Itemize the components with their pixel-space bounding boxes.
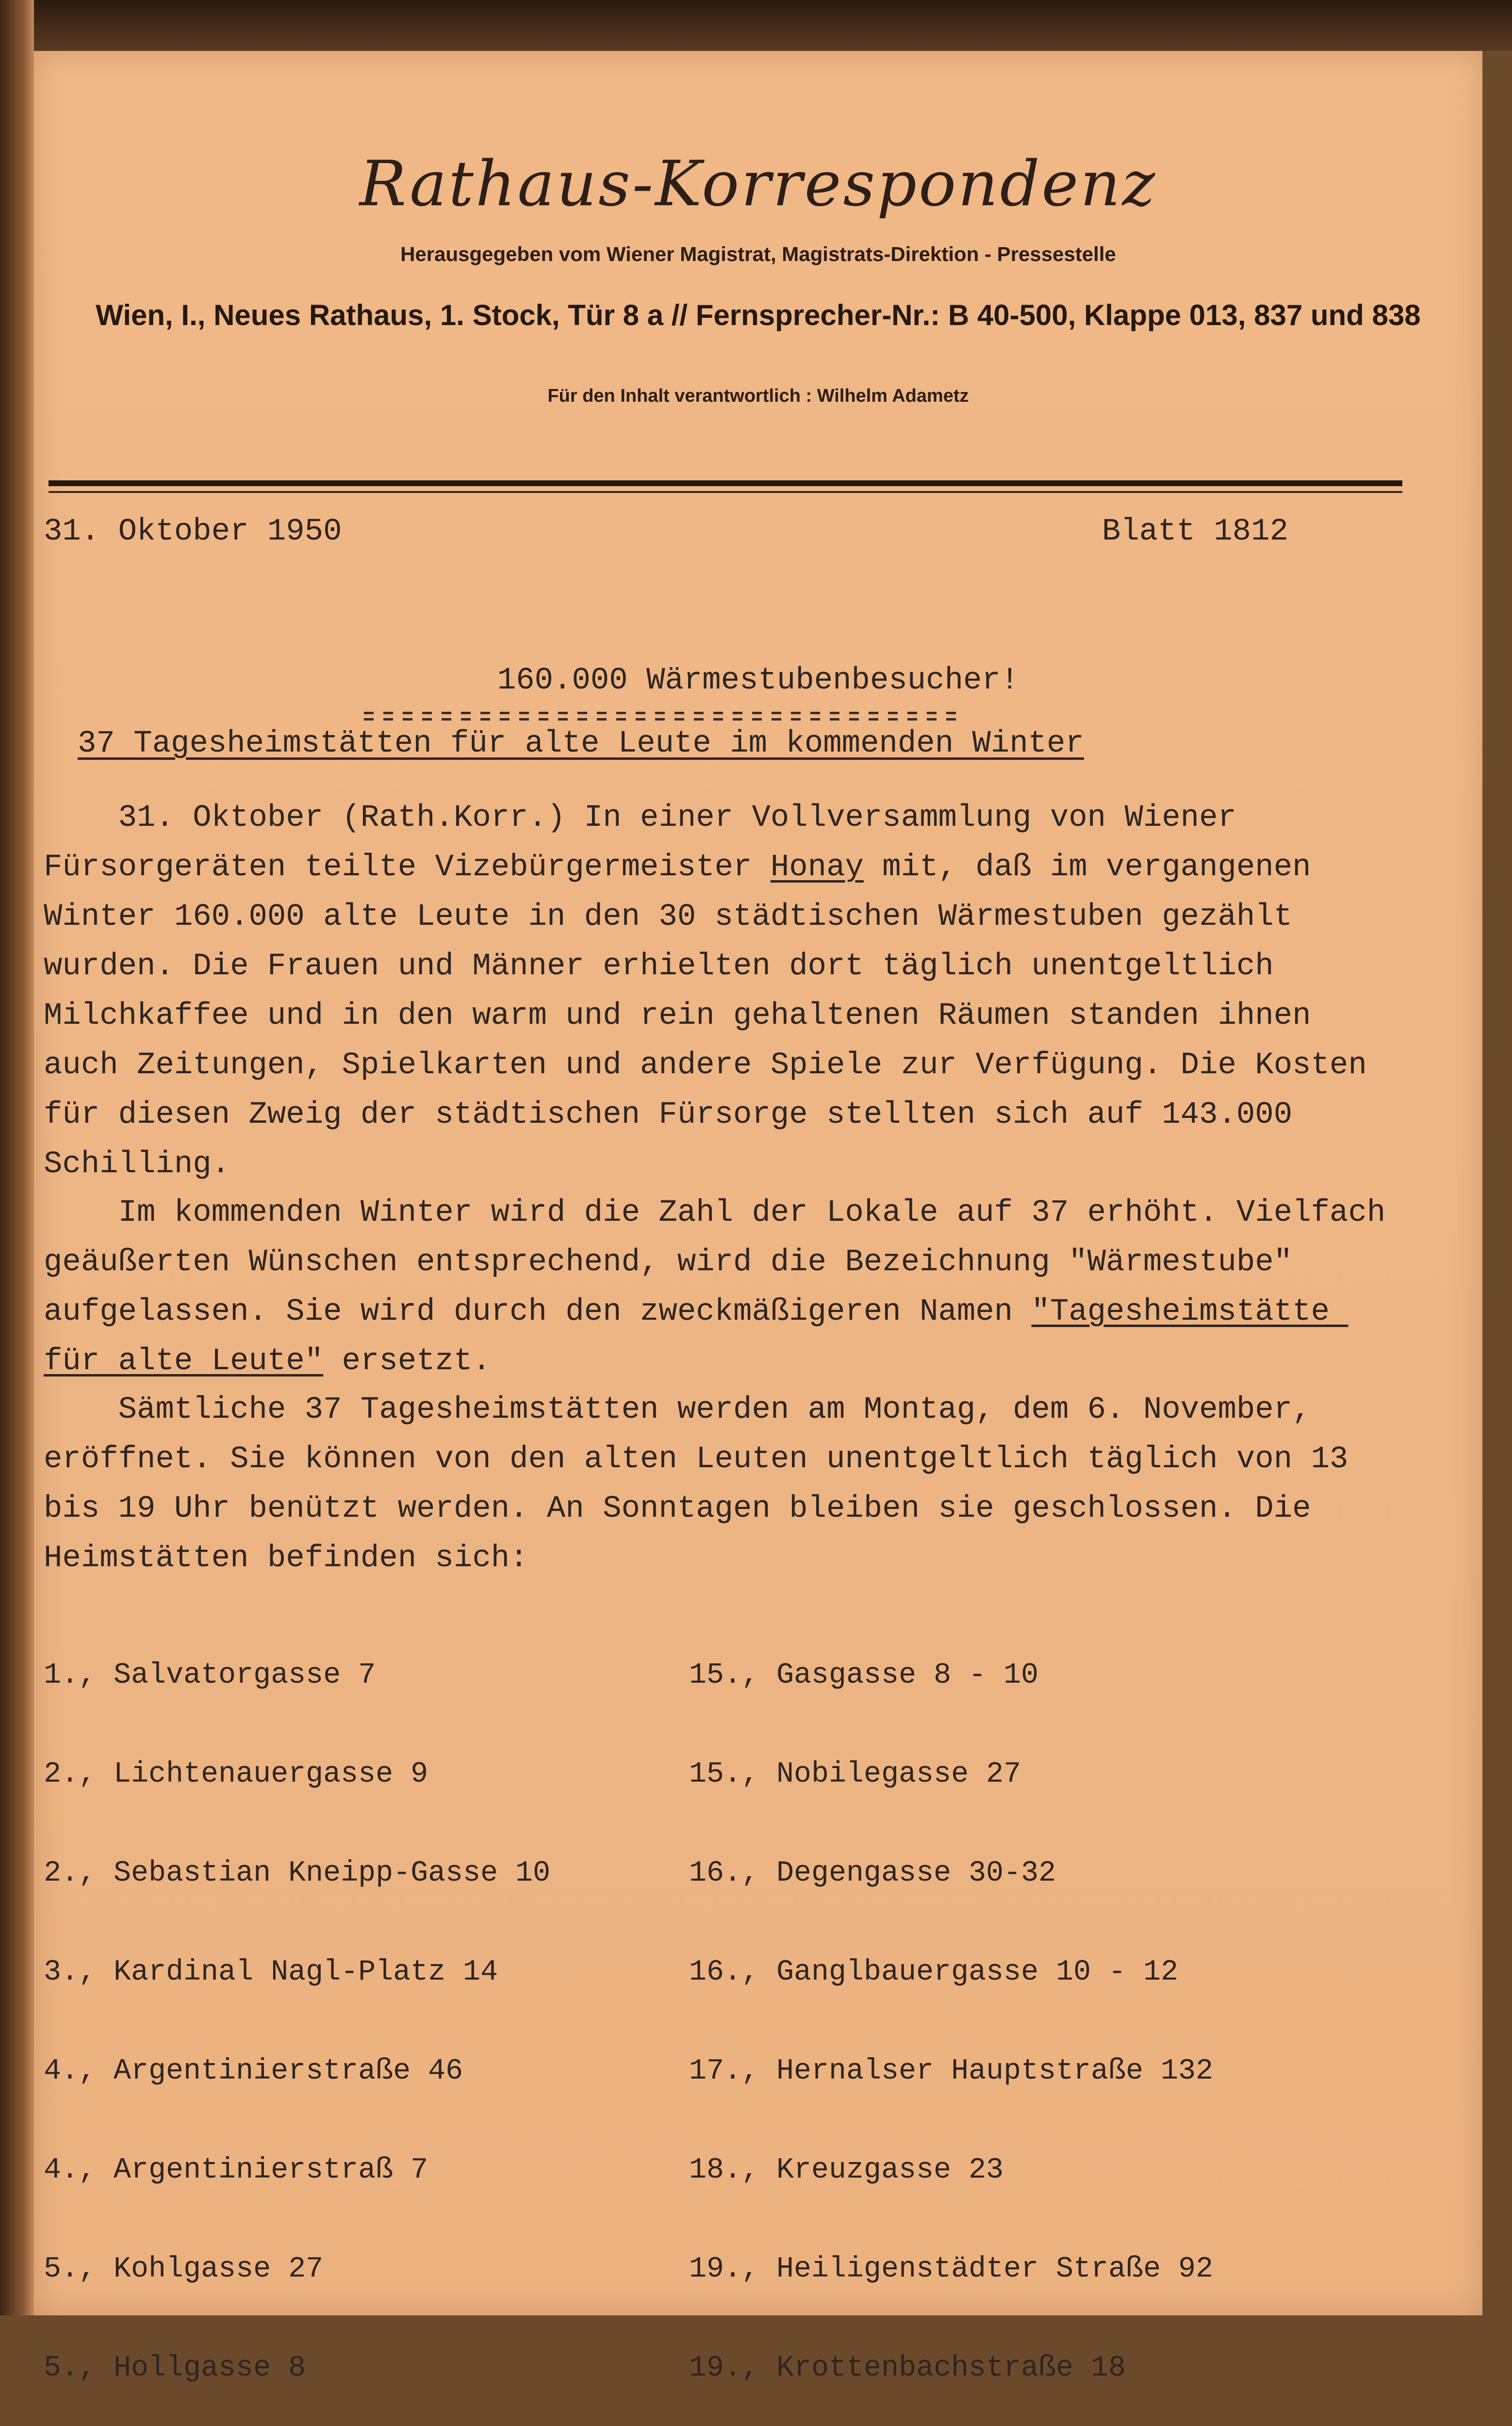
list-item: 16., Ganglbauergasse 10 - 12: [689, 1956, 1179, 1989]
list-item: 4., Argentinierstraße 46: [44, 2055, 463, 2088]
list-item: 2., Sebastian Kneipp-Gasse 10: [44, 1857, 551, 1890]
paragraph-2-text-a: Im kommenden Winter wird die Zahl der Lokale auf 37 erhöht. Vielfach geäußerten Wünschen entsprechend, wird die Bezeichnung "Wärmestube" aufgelassen. Sie wird durch den zweckmäßigeren Namen: [44, 1196, 1404, 1329]
masthead-responsible: Für den Inhalt verantwortlich : Wilhelm Adametz: [547, 386, 969, 406]
location-list-left: [44, 1593, 550, 2426]
list-item: 19., Krottenbachstraße 18: [689, 2352, 1126, 2385]
masthead-subtitle: Herausgegeben vom Wiener Magistrat, Magistrats-Direktion - Pressestelle: [400, 243, 1116, 265]
list-item: 16., Degengasse 30-32: [689, 1857, 1056, 1890]
person-name: Honay: [770, 850, 864, 885]
paragraph-2-text-b: ersetzt.: [323, 1344, 491, 1379]
list-item: 15., Gasgasse 8 - 10: [689, 1659, 1039, 1692]
new-name-term: "Tagesheimstätte für alte Leute": [44, 1295, 1348, 1379]
headline-double-underline: [364, 712, 956, 724]
list-item: 1., Salvatorgasse 7: [44, 1659, 376, 1692]
masthead-address: Wien, I., Neues Rathaus, 1. Stock, Tür 8 a // Fernsprecher-Nr.: B 40-500, Klappe 013, 837 und 838: [96, 299, 1421, 331]
article-subheadline: 37 Tagesheimstätten für alte Leute im kommenden Winter: [78, 726, 1084, 761]
header-rule: [49, 480, 1402, 486]
paragraph-3: Sämtliche 37 Tagesheimstätten werden am Montag, dem 6. November, eröffnet. Sie können von den alten Leuten unentgeltlich täglich von 13 bis 19 Uhr benützt werden. An Sonntagen bleiben sie geschlossen. Die Heimstätten befinden sich:: [44, 1393, 1367, 1576]
list-item: 5., Kohlgasse 27: [44, 2253, 324, 2286]
list-item: 18., Kreuzgasse 23: [689, 2154, 1004, 2187]
list-item: 5., Hollgasse 8: [44, 2352, 306, 2385]
location-list-right: [689, 1593, 1248, 2426]
issue-date: 31. Oktober 1950: [44, 514, 342, 549]
list-item: 15., Nobilegasse 27: [689, 1758, 1021, 1791]
list-item: 3., Kardinal Nagl-Platz 14: [44, 1956, 498, 1989]
binding-spine: [0, 0, 34, 2315]
paragraph-2: [44, 1188, 1404, 1386]
scan-background: [34, 0, 1512, 51]
list-item: 19., Heiligenstädter Straße 92: [689, 2253, 1214, 2286]
paragraph-1: [44, 793, 1393, 1189]
list-item: 2., Lichtenauergasse 9: [44, 1758, 428, 1791]
document-page: [34, 51, 1482, 2385]
masthead-title: Rathaus-Korrespondenz: [359, 148, 1157, 220]
paragraph-1-text-b: mit, daß im vergangenen Winter 160.000 alte Leute in den 30 städtischen Wärmestuben gezählt wurden. Die Frauen und Männer erhielten dort täglich unentgeltlich Milchkaffee und in den warm und rein gehaltenen Räumen standen ihnen auch Zeitungen, Spielkarten und andere Spiele zur Verfügung. Die Kosten für diesen Zweig der städtischen Fürsorge stellten sich auf 143.000 Schilling.: [44, 850, 1386, 1182]
list-item: 17., Hernalser Hauptstraße 132: [689, 2055, 1214, 2088]
header-rule-thin: [49, 491, 1402, 493]
sheet-number: Blatt 1812: [1101, 514, 1288, 549]
paragraph-1-text-a: 31. Oktober (Rath.Korr.) In einer Vollversammlung von Wiener Fürsorgeräten teilte Vizebürgermeister: [44, 801, 1255, 885]
list-item: 4., Argentinierstraß 7: [44, 2154, 428, 2187]
article-headline: 160.000 Wärmestubenbesucher!: [497, 663, 1019, 698]
